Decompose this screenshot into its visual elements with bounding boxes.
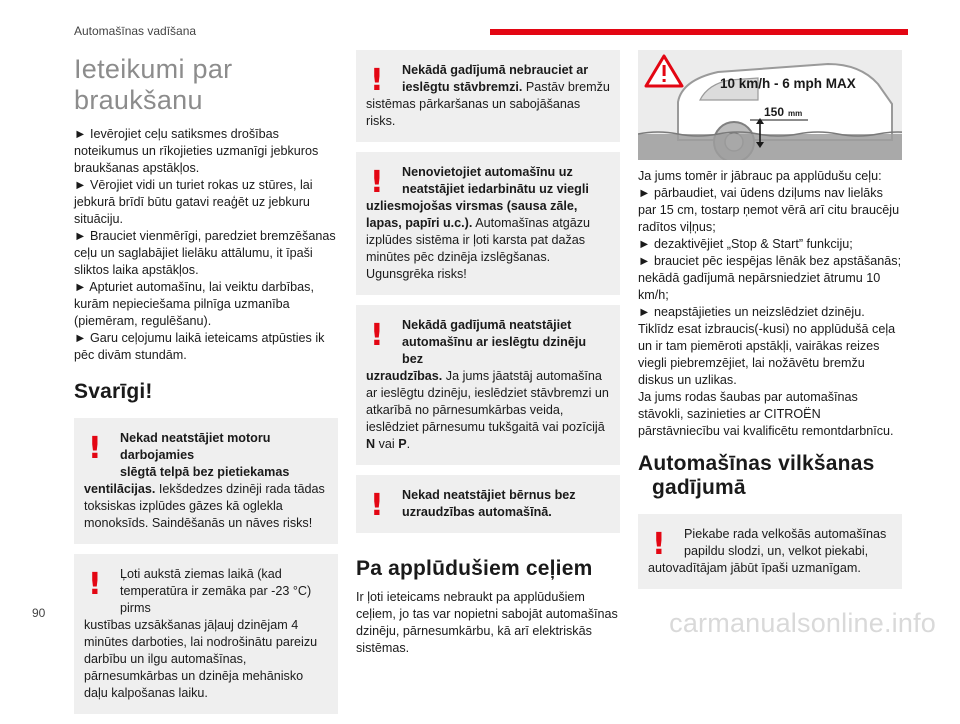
warning-text: Ļoti aukstā ziemas laikā (kad xyxy=(120,567,282,581)
tip-1: ► Ievērojiet ceļu satiksmes drošības noteikumus un rīkojieties uzmanīgi jebkuros braukšanas apstākļos. xyxy=(74,127,319,175)
flood-heading: Pa applūdušiem ceļiem xyxy=(356,557,593,580)
flood-step-1: ► pārbaudiet, vai ūdens dziļums nav lielāks par 15 cm, tostarp ņemot vērā arī citu braucēju radītos viļņus; xyxy=(638,186,900,234)
important-heading: Svarīgi! xyxy=(74,380,153,403)
warning-exclamation-icon: ! xyxy=(370,318,384,353)
warning-exclamation-icon: ! xyxy=(370,488,384,523)
warning-text: papildu slodzi, un, velkot piekabi, xyxy=(684,544,869,558)
water-depth-value: 150 xyxy=(764,105,785,119)
warning-exclamation-icon: ! xyxy=(88,567,102,602)
warning-text: autovadītājam jābūt īpaši uzmanīgam. xyxy=(648,561,861,575)
flood-step-2: ► dezaktivējiet „Stop & Start” funkciju; xyxy=(638,237,853,251)
warning-box-ventilation xyxy=(74,418,338,544)
warning-text: sistēmas pārkaršanas un sabojāšanas risks. xyxy=(366,97,581,128)
flood-after-text: Tiklīdz esat izbraucis(-kusi) no applūdušā ceļa un ir tam piemēroti apstākļi, vairākas reizes viegli piebremzējiet, lai nožāvētu bremžu diskus un uzlikas. xyxy=(638,322,896,387)
flood-contact-text: Ja jums rodas šaubas par automašīnas stāvokli, sazinieties ar CITROËN pārstāvniecību vai kvalificētu remontdarbnīcu. xyxy=(638,390,894,438)
speed-limit-label: 10 km/h - 6 mph MAX xyxy=(720,76,856,91)
section-title: Ieteikumi par braukšanu xyxy=(74,54,233,115)
gear-p: P xyxy=(398,437,407,451)
flood-step-3: ► brauciet pēc iespējas lēnāk bez apstāšanās; nekādā gadījumā nepārsniedziet ātrumu 10 km/h; xyxy=(638,254,902,302)
warning-bold-text: Nekādā gadījumā neatstājiet xyxy=(402,318,572,332)
warning-box-cold-weather xyxy=(74,554,338,714)
column-2 xyxy=(356,50,620,657)
warning-exclamation-icon: ! xyxy=(88,431,102,466)
tip-4: ► Apturiet automašīnu, lai veiktu darbības, kurām nepieciešama pilnīga uzmanība (piemēram, regulēšanu). xyxy=(74,280,314,328)
warning-text: temperatūra ir zemāka par -23 °C) pirms xyxy=(120,584,312,615)
warning-exclamation-icon: ! xyxy=(652,527,666,562)
warning-bold-text: uzraudzības. xyxy=(366,369,443,383)
warning-text: Automašīnas atgāzu izplūdes sistēma ir ļoti karsta pat dažas minūtes pēc dzinēja izslēgšanas. Ugunsgrēka risks! xyxy=(366,216,591,281)
warning-box-engine-running xyxy=(356,305,620,465)
warning-bold-text: automašīnu ar ieslēgtu dzinēju bez xyxy=(402,335,587,366)
warning-text: vai xyxy=(378,437,395,451)
flood-step-intro: Ja jums tomēr ir jābrauc pa applūdušu ceļu: xyxy=(638,169,882,183)
running-header: Automašīnas vadīšana xyxy=(74,24,197,38)
water-depth-unit: mm xyxy=(788,109,803,118)
tip-2: ► Vērojiet vidi un turiet rokas uz stūres, lai jebkurā brīdī būtu gatavi reaģēt uz jebkuru situāciju. xyxy=(74,178,313,226)
warning-bold-text: slēgtā telpā bez pietiekamas xyxy=(120,465,290,479)
warning-bold-text: Nekādā gadījumā nebrauciet ar xyxy=(402,63,589,77)
towing-heading xyxy=(638,452,902,500)
header-accent-bar xyxy=(490,29,908,35)
gear-n: N xyxy=(366,437,376,451)
tip-3: ► Brauciet vienmērīgi, paredziet bremzēšanas ceļu un saglabājiet lielāku attālumu, it īpaši sliktos laika apstākļos. xyxy=(74,229,336,277)
warning-bold-text: ventilācijas. xyxy=(84,482,156,496)
towing-heading-line-1: Automašīnas vilkšanas xyxy=(638,452,875,475)
warning-bold-text: Nekad neatstājiet motoru darbojamies xyxy=(120,431,271,462)
warning-text: Ja jums jāatstāj automašīna ar ieslēgtu dzinēju, ieslēdziet stāvbremzi un atkarībā no pārnesumkārbas veida, ieslēdziet pārnesumu tukšgaitā vai pozīcijā xyxy=(366,369,609,434)
flood-step-4: ► neapstājieties un neizslēdziet dzinēju. xyxy=(638,305,865,319)
flood-intro: Ir ļoti ieteicams nebraukt pa applūdušiem ceļiem, jo tas var nopietni sabojāt automašīnas dzinēju, pārnesumkārbu, kā arī elektriskās sistēmas. xyxy=(356,590,618,655)
flooded-car-illustration xyxy=(638,50,902,160)
warning-bold-text: ieslēgtu stāvbremzi. xyxy=(402,80,523,94)
warning-bold-text: Nekad neatstājiet bērnus bez xyxy=(402,488,576,502)
warning-bold-text: Nenovietojiet automašīnu uz xyxy=(402,165,573,179)
page-number: 90 xyxy=(32,606,46,620)
warning-box-flammable-surface xyxy=(356,152,620,295)
column-1 xyxy=(74,50,338,724)
column-3 xyxy=(638,50,902,599)
warning-text: Iekšdedzes dzinēji rada tādas toksiskas izplūdes gāzes kā ogleklа monoksīds. Saindēšanās un nāves risks! xyxy=(84,482,325,530)
warning-exclamation-icon: ! xyxy=(370,63,384,98)
warning-text: . xyxy=(406,437,411,451)
flood-illustration xyxy=(638,50,902,160)
warning-text: Piekabe rada velkošās automašīnas xyxy=(684,527,887,541)
warning-box-children xyxy=(356,475,620,533)
warning-text: kustības uzsākšanas jāļauj dzinējam 4 minūtes darboties, lai nodrošinātu pareizu darbību un ilgu automašīnas, pārnesumkārbas un dzinēja mehānisko daļu kalpošanas laiku. xyxy=(84,618,318,700)
warning-bold-text: uzliesmojošas virsmas (sausa zāle, lapas, papīri u.c.). xyxy=(366,199,578,230)
warning-bold-text: uzraudzības automašīnā. xyxy=(402,505,552,519)
warning-box-parking-brake xyxy=(356,50,620,142)
watermark: carmanualsonline.info xyxy=(669,608,936,638)
warning-bold-text: neatstājiet iedarbinātu uz viegli xyxy=(402,182,589,196)
warning-exclamation-icon: ! xyxy=(370,165,384,200)
warning-text: Pastāv bremžu xyxy=(525,80,610,94)
warning-box-trailer xyxy=(638,514,902,589)
towing-heading-line-2: gadījumā xyxy=(652,476,746,499)
tip-5: ► Garu ceļojumu laikā ieteicams atpūsties ik pēc divām stundām. xyxy=(74,331,325,362)
